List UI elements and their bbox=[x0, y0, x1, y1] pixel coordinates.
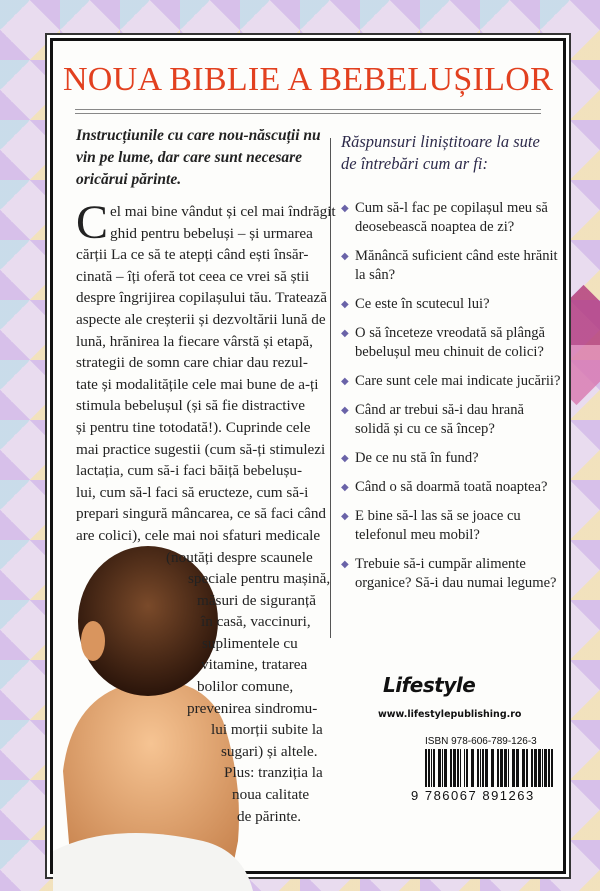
diamond-bullet-icon: ◆ bbox=[341, 203, 349, 214]
body-line: prepari singură mâncarea, ce să faci când bbox=[76, 505, 327, 523]
body-line: cărții La ce să te atepți când ești însăr- bbox=[76, 246, 309, 264]
body-line: prevenirea sindromu- bbox=[187, 699, 318, 717]
barcode-bar bbox=[480, 749, 481, 787]
questions-list bbox=[341, 199, 561, 603]
barcode-bar bbox=[442, 749, 443, 787]
diamond-bullet-icon: ◆ bbox=[341, 299, 349, 310]
publisher-url: www.lifestylepublishing.ro bbox=[378, 709, 522, 720]
body-line: și pentru tine totodată!). Cuprinde cele bbox=[76, 418, 311, 436]
diamond-bullet-icon: ◆ bbox=[341, 511, 349, 522]
isbn: ISBN 978-606-789-126-3 bbox=[425, 736, 537, 747]
body-line: vitamine, tratarea bbox=[201, 656, 308, 674]
barcode-digits: 9 786067 891263 bbox=[411, 788, 535, 803]
question-text: O să înceteze vreodată să plângă bebelușul meu chinuit de colici? bbox=[355, 325, 546, 360]
barcode-bar bbox=[526, 749, 528, 787]
barcode-bar bbox=[497, 749, 499, 787]
barcode-bar bbox=[544, 749, 547, 787]
back-cover-panel bbox=[50, 38, 566, 874]
body-line: stimula bebelușul (și să fie distractive bbox=[76, 397, 306, 415]
barcode-bar bbox=[534, 749, 537, 787]
body-line: bolilor comune, bbox=[197, 678, 294, 696]
barcode-bar bbox=[431, 749, 432, 787]
body-line: de părinte. bbox=[237, 807, 302, 825]
question-text: Când o să doarmă toată noaptea? bbox=[355, 479, 548, 495]
body-line: lactația, cum să-i faci băiță bebelușu- bbox=[76, 462, 303, 480]
barcode-bar bbox=[542, 749, 543, 787]
diamond-bullet-icon: ◆ bbox=[341, 376, 349, 387]
question-item bbox=[341, 507, 561, 545]
barcode-bar bbox=[471, 749, 474, 787]
barcode-bar bbox=[500, 749, 503, 787]
barcode-bar bbox=[450, 749, 452, 787]
diamond-bullet-icon: ◆ bbox=[341, 482, 349, 493]
body-line: sugari) și altele. bbox=[221, 742, 318, 760]
question-text: Trebuie să-i cumpăr alimente organice? Să-i dau numai legume? bbox=[355, 556, 557, 591]
barcode-bar bbox=[504, 749, 507, 787]
barcode-bar bbox=[551, 749, 553, 787]
questions-heading: Răspunsuri liniștitoare la sute de întrebări cum ar fi: bbox=[341, 132, 540, 173]
barcode-bar bbox=[425, 749, 427, 787]
question-text: Când ar trebui să-i dau hrană solidă și cu ce să încep? bbox=[355, 402, 524, 437]
barcode-bar bbox=[428, 749, 430, 787]
barcode-bar bbox=[433, 749, 435, 787]
barcode-bar bbox=[491, 749, 494, 787]
barcode-bar bbox=[508, 749, 509, 787]
question-item bbox=[341, 199, 561, 237]
question-text: E bine să-l las să se joace cu telefonul meu mobil? bbox=[355, 508, 521, 543]
barcode-bar bbox=[466, 749, 468, 787]
body-line: strategii de somn care chiar dau rezul- bbox=[76, 354, 308, 372]
barcode-bar bbox=[438, 749, 441, 787]
body-line: suplimentele cu bbox=[202, 634, 298, 652]
body-line: lui morții subite la bbox=[211, 721, 323, 739]
title-divider bbox=[75, 109, 541, 114]
body-line: mai practice sugestii (cum să-ți stimulezi bbox=[76, 440, 326, 458]
barcode-bar bbox=[531, 749, 533, 787]
barcode-bar bbox=[453, 749, 456, 787]
body-line: cinată – îți oferă tot ceea ce vrei să știi bbox=[76, 267, 310, 285]
body-line: despre îngrijirea copilașului tău. Tratează bbox=[76, 289, 327, 307]
barcode-bar bbox=[477, 749, 479, 787]
body-line: noua calitate bbox=[232, 786, 310, 804]
body-line: aspecte ale creșterii și dezvoltării lună de bbox=[76, 310, 326, 328]
body-line: (noutăți despre scaunele bbox=[166, 548, 313, 566]
description-body bbox=[76, 196, 336, 827]
question-text: De ce nu stă în fund? bbox=[355, 450, 479, 466]
body-line: are colici), cele mai noi sfaturi medicale bbox=[76, 526, 321, 544]
body-line: ghid pentru bebeluși – și urmarea bbox=[110, 224, 313, 242]
question-item bbox=[341, 555, 561, 593]
barcode-bar bbox=[457, 749, 459, 787]
body-line: tate și modalitățile cele mai bune de a-ți bbox=[76, 375, 319, 393]
body-line: măsuri de siguranță bbox=[197, 591, 316, 609]
barcode-bar bbox=[538, 749, 541, 787]
barcode-bar bbox=[482, 749, 484, 787]
barcode-bar bbox=[464, 749, 465, 787]
question-item bbox=[341, 324, 561, 362]
body-line: Plus: tranziția la bbox=[224, 764, 323, 782]
question-item bbox=[341, 295, 561, 314]
question-item bbox=[341, 247, 561, 285]
barcode-bar bbox=[485, 749, 488, 787]
question-text: Mănâncă suficient când este hrănit la sân? bbox=[355, 248, 558, 283]
question-text: Cum să-l fac pe copilașul meu să deosebească noaptea de zi? bbox=[355, 200, 548, 235]
question-item bbox=[341, 449, 561, 468]
publisher-logo: Lifestyle bbox=[383, 673, 476, 697]
body-line: speciale pentru mașină, bbox=[188, 570, 331, 588]
question-text: Ce este în scutecul lui? bbox=[355, 296, 490, 312]
barcode-bar bbox=[444, 749, 447, 787]
diamond-bullet-icon: ◆ bbox=[341, 559, 349, 570]
intro-tagline: Instrucțiunile cu care nou-născuții nu vin pe lume, dar care sunt necesare oricărui părinte. bbox=[76, 127, 321, 188]
question-item bbox=[341, 372, 561, 391]
question-item bbox=[341, 478, 561, 497]
diamond-bullet-icon: ◆ bbox=[341, 328, 349, 339]
diamond-bullet-icon: ◆ bbox=[341, 405, 349, 416]
barcode-bar bbox=[460, 749, 461, 787]
body-line: lună, hrănirea la fiecare vârstă și etapă, bbox=[76, 332, 313, 350]
question-text: Care sunt cele mai indicate jucării? bbox=[355, 373, 561, 389]
body-line: el mai bine vândut și cel mai îndrăgit bbox=[110, 203, 336, 220]
body-line: în casă, vaccinuri, bbox=[201, 613, 311, 631]
barcode-bar bbox=[512, 749, 515, 787]
question-item bbox=[341, 401, 561, 439]
diamond-bullet-icon: ◆ bbox=[341, 251, 349, 262]
barcode-bar bbox=[548, 749, 550, 787]
barcode bbox=[425, 749, 555, 787]
drop-cap: C bbox=[76, 196, 109, 249]
book-title: NOUA BIBLIE A BEBELUȘILOR bbox=[62, 61, 554, 98]
diamond-bullet-icon: ◆ bbox=[341, 453, 349, 464]
body-line: lui, cum să-l faci să eructeze, cum să-i bbox=[76, 483, 309, 501]
barcode-bar bbox=[516, 749, 519, 787]
barcode-bar bbox=[522, 749, 525, 787]
